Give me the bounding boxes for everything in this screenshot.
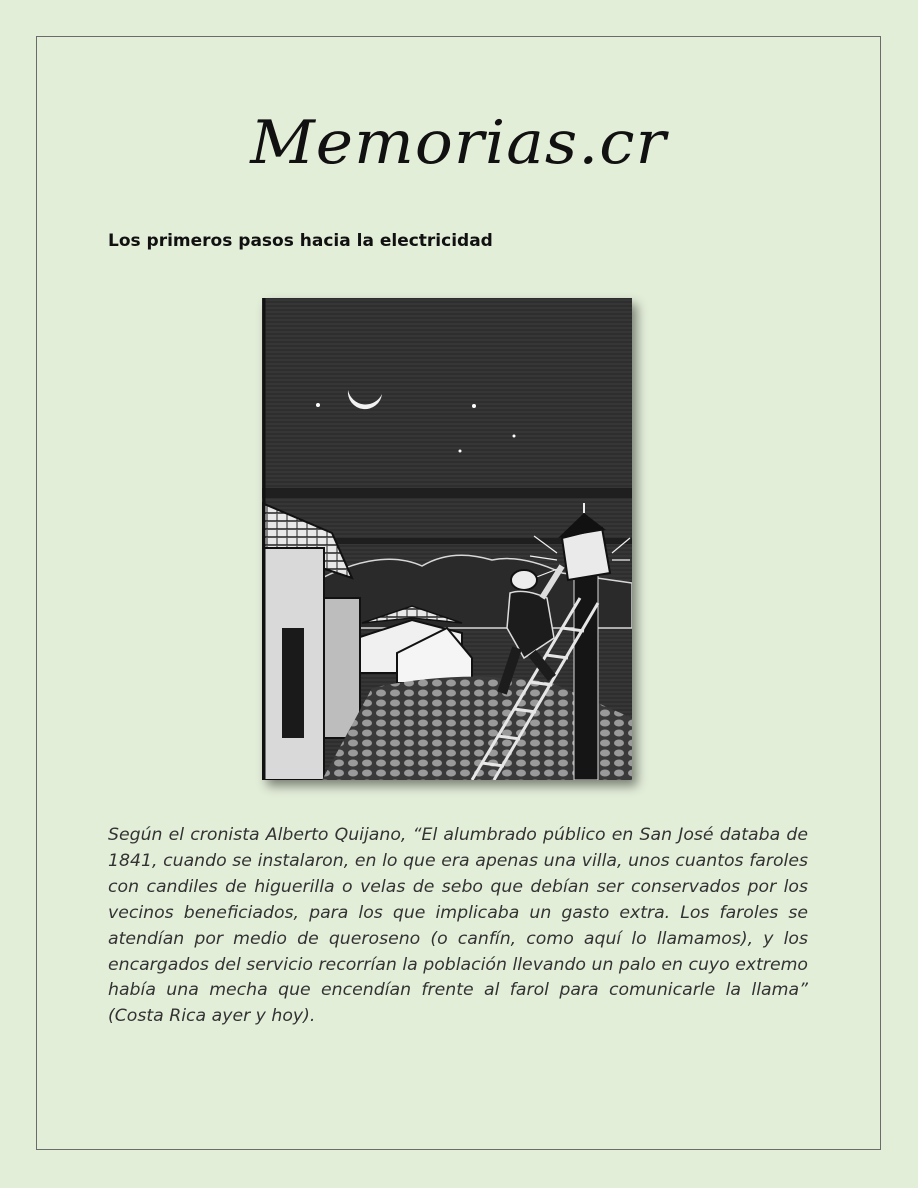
- night-scene-image: [262, 298, 632, 780]
- article-paragraph: Según el cronista Alberto Quijano, “El alumbrado público en San José databa de 1841, cuando se instalaron, en lo que era apenas una villa, unos cuantos faroles con candiles de higuerilla o velas de sebo que debían ser conservados por los vecinos beneficiados, para los que implicaba un gasto extra. Los faroles se atendían por medio de queroseno (o canfín, como aquí lo llamamos), y los encargados del servicio recorrían la población llevando un palo en cuyo extremo había una mecha que encendían frente al farol para comunicarle la llama” (Costa Rica ayer y hoy).: [108, 825, 808, 1027]
- section-heading: Los primeros pasos hacia la electricidad: [108, 231, 493, 251]
- lamplighter-illustration: [262, 298, 632, 780]
- masthead-title: Memorias.cr: [250, 108, 667, 178]
